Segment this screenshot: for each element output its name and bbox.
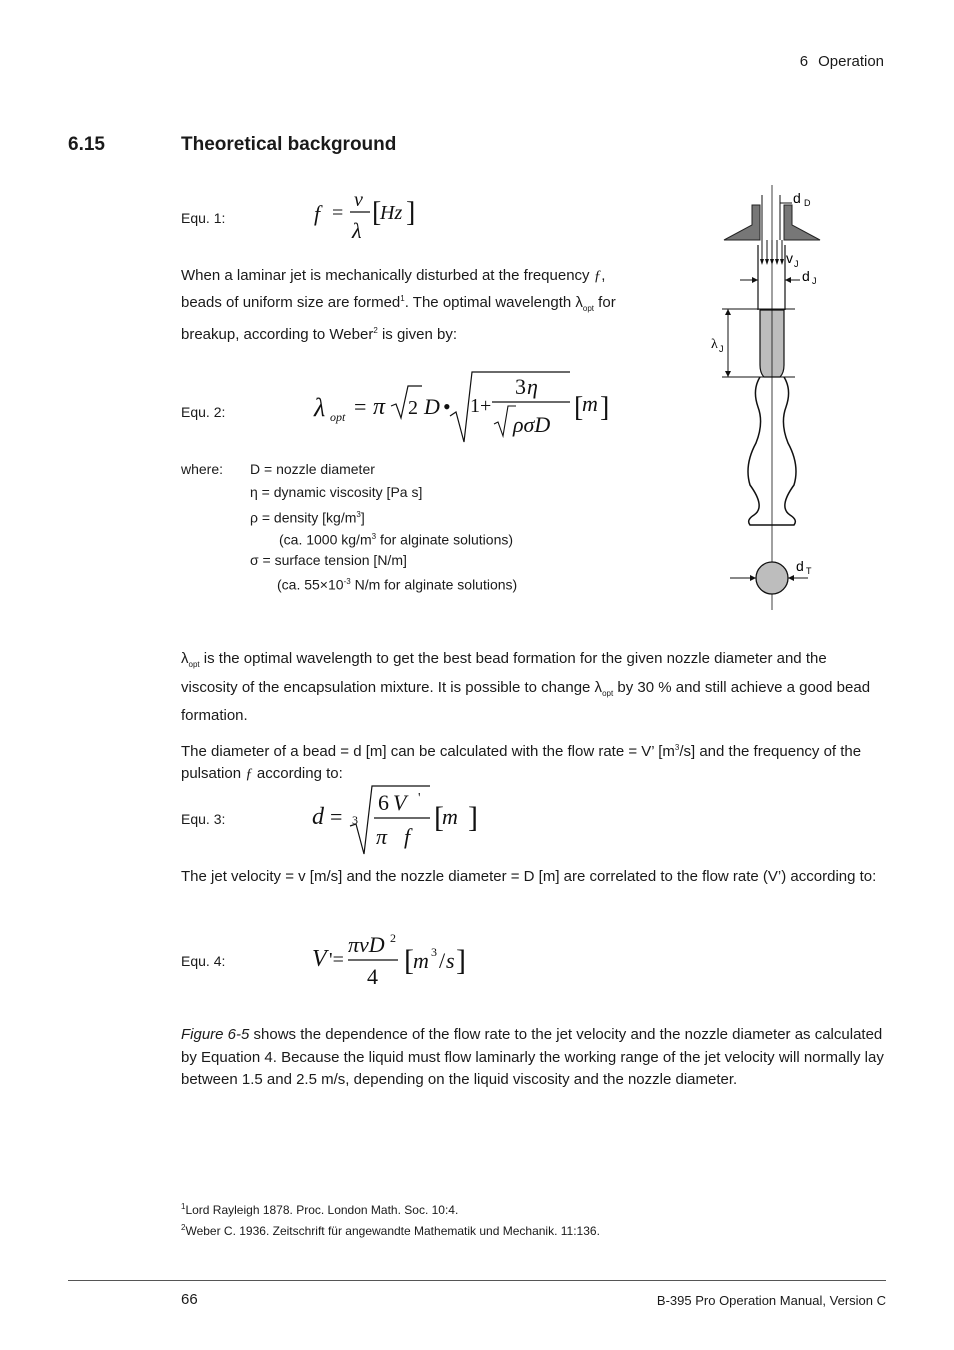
svg-text:d: d (312, 804, 324, 830)
def-nozzle-diameter: D = nozzle diameter (250, 461, 375, 477)
def-density: ρ = density $[kg/m^3]$ (250, 509, 365, 526)
svg-text:]: ] (600, 392, 610, 423)
figure-link[interactable]: Figure 6-5 (181, 1026, 250, 1043)
svg-text:opt: opt (330, 410, 346, 424)
figure-reference-paragraph: Figure 6-5 shows the dependence of the flow rate to the jet velocity and the nozzle diameter as calculated by Equation 4. Because the liquid must flow laminarly the working range of the jet velocity will normally lay between 1.5 and 2.5 m/s, depending on the liquid viscosity and the nozzle diameter. (181, 1026, 884, 1088)
svg-text:η: η (527, 374, 538, 399)
svg-text:λ: λ (314, 393, 326, 422)
footnote-2: $^2$Weber C. 1936. Zeitschrift für angewandte Mathematik und Mechanik. 11:136. (181, 1223, 600, 1238)
svg-text:D: D (424, 394, 440, 419)
svg-text:m: m (582, 391, 598, 416)
svg-text:f: f (404, 824, 411, 849)
svg-text:[: [ (404, 944, 414, 977)
intro-paragraph: When a laminar jet is mechanically disturbed at the frequency ƒ, beads of uniform size are formed$^1$. The optimal wavelength $\lambda_{opt}$ for breakup, according to Weber$^2$ is given by: (181, 267, 616, 343)
label-dT-sub: T (806, 566, 812, 576)
svg-text:[: [ (574, 392, 584, 423)
manual-title: B-395 Pro Operation Manual, Version C (656, 1293, 886, 1308)
label-dT: d (796, 558, 804, 574)
svg-text:λ: λ (352, 218, 362, 243)
svg-text:2: 2 (390, 931, 396, 945)
svg-text:m: m (413, 948, 429, 973)
equation-1-label: Equ. 1: (181, 210, 226, 226)
svg-text:s: s (446, 948, 455, 973)
svg-text:1+: 1+ (470, 395, 492, 417)
bead-diameter-paragraph: The diameter of a bead = d [m] can be calculated with the flow rate = V’ $[m^3/s]$ and the frequency of the pulsation ƒ according to: (181, 742, 862, 782)
label-dJ: d (802, 268, 810, 284)
label-lambdaJ-sub: J (719, 344, 724, 354)
svg-text:2: 2 (408, 397, 418, 419)
svg-text:ρσD: ρσD (513, 412, 551, 437)
svg-text:[: [ (372, 197, 382, 228)
svg-text:]: ] (468, 801, 478, 834)
where-label: where: (181, 461, 224, 477)
svg-text:V: V (393, 790, 407, 815)
footer-divider (68, 1280, 886, 1281)
svg-text:4: 4 (367, 964, 378, 989)
svg-text:=: = (330, 804, 343, 829)
def-surface-tension: σ = surface tension [N/m] (250, 552, 407, 568)
svg-text:•: • (443, 394, 451, 419)
svg-text:f: f (314, 201, 321, 226)
svg-text:]: ] (406, 197, 416, 228)
svg-text:Hz: Hz (380, 202, 403, 224)
equation-3-label: Equ. 3: (181, 811, 226, 827)
label-vJ-sub: J (794, 259, 799, 269)
svg-text:6: 6 (378, 790, 389, 815)
def-surface-tension-note: (ca. $55\times 10^{-3}$ N/m for alginate solutions) (277, 576, 518, 593)
svg-text:v: v (354, 189, 363, 211)
def-density-note: (ca. 1000 $kg/m^3$ for alginate solutions) (279, 531, 514, 548)
svg-text:π: π (376, 824, 388, 849)
label-lambdaJ: λ (711, 337, 718, 352)
svg-text:3: 3 (352, 813, 358, 827)
svg-text:=: = (354, 394, 367, 419)
svg-text:=: = (332, 202, 344, 224)
svg-text:3: 3 (431, 945, 437, 959)
label-dD: d (793, 190, 801, 206)
svg-text:m: m (442, 804, 458, 829)
section-title: Theoretical background (181, 134, 397, 155)
equation-3 (310, 780, 490, 860)
equation-1 (310, 188, 430, 244)
equation-4 (310, 928, 480, 992)
def-viscosity: η = dynamic viscosity [Pa s] (250, 484, 423, 500)
section-number: 6.15 (68, 134, 105, 155)
lambda-opt-paragraph: $\lambda_{opt}$ is the optimal wavelength to get the best bead formation for the given nozzle diameter and the viscosity of the encapsulation mixture. It is possible to change $\lambda_{opt}$ by 30 % and still achieve a good bead formation. The diameter of a bead = d [m] can be calculated with the flow rate = V’ $[m^3/s]$ and the frequency of the pulsation ƒ according to: (181, 648, 886, 795)
svg-text:'=: '= (329, 949, 344, 971)
svg-text:V: V (312, 946, 327, 972)
chapter-title: Operation (818, 53, 884, 70)
label-dJ-sub: J (812, 276, 817, 286)
svg-text:': ' (418, 791, 421, 806)
page-number: 66 (181, 1291, 198, 1308)
svg-text:πvD: πvD (348, 932, 385, 957)
svg-text:[: [ (434, 801, 444, 834)
jet-velocity-paragraph: The jet velocity = v [m/s] and the nozzle diameter = D [m] are correlated to the flow rate (V’) according to: (181, 868, 877, 885)
equation-2 (310, 366, 620, 446)
running-header (800, 53, 884, 70)
footnote-1: $^1$Lord Rayleigh 1878. Proc. London Math. Soc. 10:4. (181, 1202, 459, 1217)
jet-breakup-diagram (700, 185, 840, 615)
label-dD-sub: D (804, 198, 811, 208)
chapter-number: 6 (799, 53, 809, 70)
equation-4-label: Equ. 4: (181, 953, 226, 969)
equation-2-label: Equ. 2: (181, 404, 226, 420)
label-vJ: v (786, 250, 793, 266)
svg-text:3: 3 (515, 374, 526, 399)
svg-text:π: π (373, 394, 386, 420)
svg-text:/: / (439, 948, 446, 973)
svg-text:]: ] (456, 944, 466, 977)
